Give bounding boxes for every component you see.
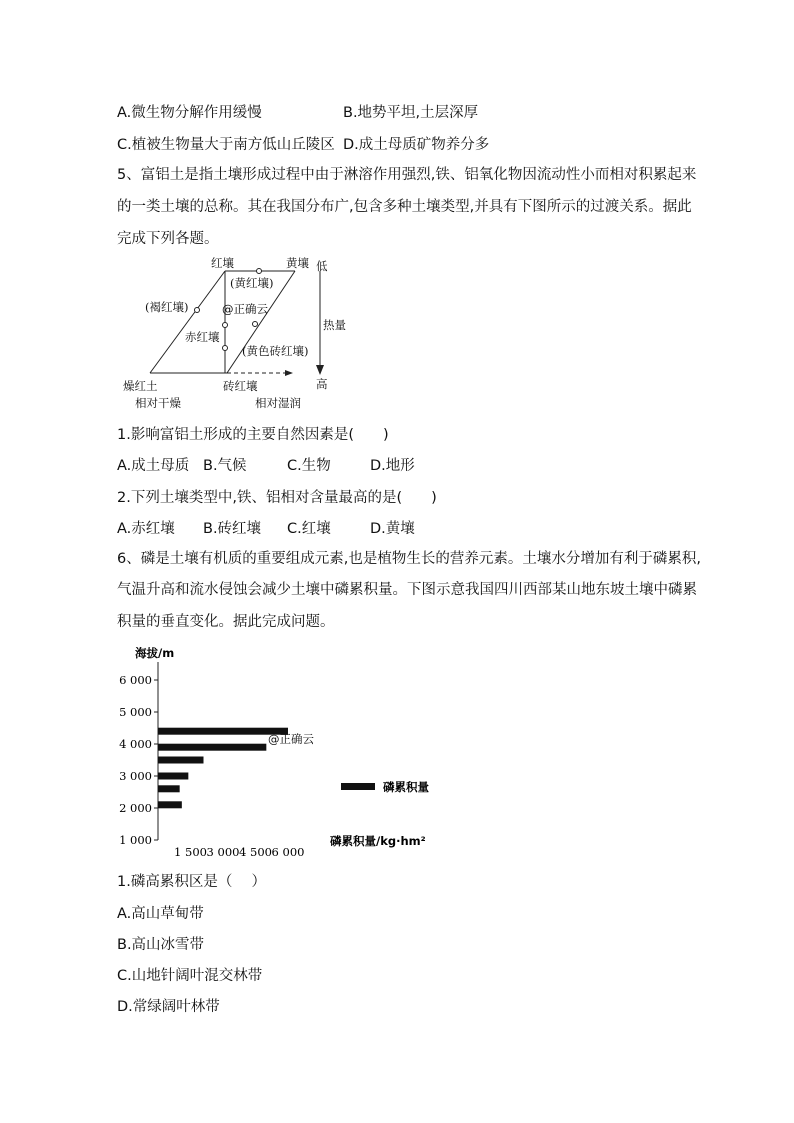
q6-sub1-option-c: C.山地针阔叶混交林带 (117, 968, 263, 984)
label-yellow-red-soil: (黄红壤) (230, 276, 274, 290)
phosphorus-bar (158, 801, 182, 808)
label-yellow-soil: 黄壤 (286, 256, 309, 270)
y-axis-label: 海拔/m (135, 646, 175, 660)
phosphorus-bar (158, 785, 180, 792)
q5-sub2-option-d: D.黄壤 (370, 521, 415, 537)
label-relatively-humid: 相对湿润 (255, 396, 301, 410)
y-tick-label: 6 000 (119, 673, 152, 687)
q5-sub1-option-b: B.气候 (203, 458, 247, 474)
label-red-soil: 红壤 (211, 256, 234, 270)
x-axis-label: 磷累积量/kg·hm² (330, 834, 426, 848)
q6-stem-line-1: 6、磷是土壤有机质的重要组成元素,也是植物生长的营养元素。土壤水分增加有利于磷累积, (117, 551, 701, 567)
q5-sub1-option-a: A.成土母质 (117, 458, 190, 474)
legend-swatch (341, 783, 375, 790)
q6-sub1-option-b: B.高山冰雪带 (117, 937, 205, 953)
q5-sub2-option-a: A.赤红壤 (117, 521, 175, 537)
q4-option-b: B.地势平坦,土层深厚 (343, 105, 479, 121)
q6-sub1: 1.磷高累积区是（ ） (117, 874, 266, 890)
phosphorus-bar (158, 757, 204, 764)
q5-stem-line-3: 完成下列各题。 (117, 231, 219, 247)
phosphorus-bar (158, 773, 188, 780)
x-tick-label: 4 500 (239, 845, 272, 859)
x-tick-label: 6 000 (271, 845, 305, 859)
label-yellow-brick-red-soil: (黄色砖红壤) (242, 344, 309, 358)
q4-option-d: D.成土母质矿物养分多 (343, 137, 490, 153)
phosphorus-bar (158, 744, 266, 751)
legend-label: 磷累积量 (383, 780, 429, 794)
q5-sub1-option-c: C.生物 (287, 458, 331, 474)
label-heat-high: 高 (316, 377, 328, 391)
q4-option-a: A.微生物分解作用缓慢 (117, 105, 262, 121)
q5-stem-line-2: 的一类土壤的总称。其在我国分布广,包含多种土壤类型,并具有下图所示的过渡关系。据此 (117, 199, 692, 215)
q4-option-c: C.植被生物量大于南方低山丘陵区 (117, 137, 335, 153)
label-heat: 热量 (323, 318, 346, 332)
label-dry-red-soil: 燥红土 (123, 379, 158, 393)
label-chi-red-soil: 赤红壤 (185, 330, 220, 344)
y-tick-label: 3 000 (119, 769, 152, 783)
q5-sub1: 1.影响富铝土形成的主要自然因素是( ) (117, 427, 389, 443)
chart-watermark: @正确云 (268, 732, 314, 746)
q6-sub1-option-a: A.高山草甸带 (117, 906, 204, 922)
y-tick-label: 1 000 (119, 833, 152, 847)
label-brick-red-soil: 砖红壤 (223, 379, 258, 393)
x-tick-label: 1 500 (174, 845, 207, 859)
q6-stem-line-2: 气温升高和流水侵蚀会减少土壤中磷累积量。下图示意我国四川西部某山地东坡土壤中磷累 (117, 582, 697, 598)
label-brown-red-soil: (褐红壤) (145, 300, 189, 314)
q6-stem-line-3: 积量的垂直变化。据此完成问题。 (117, 614, 335, 630)
y-tick-label: 4 000 (119, 737, 152, 751)
soil-transition-diagram (115, 253, 365, 413)
label-heat-low: 低 (316, 259, 328, 273)
label-relatively-dry: 相对干燥 (135, 396, 181, 410)
y-tick-label: 2 000 (119, 801, 152, 815)
diagram-watermark: @正确云 (222, 302, 268, 316)
q5-sub2: 2.下列土壤类型中,铁、铝相对含量最高的是( ) (117, 490, 437, 506)
q5-sub2-option-c: C.红壤 (287, 521, 331, 537)
x-tick-label: 3 000 (206, 845, 240, 859)
q6-sub1-option-d: D.常绿阔叶林带 (117, 999, 220, 1015)
q5-sub1-option-d: D.地形 (370, 458, 415, 474)
q5-sub2-option-b: B.砖红壤 (203, 521, 262, 537)
q5-stem-line-1: 5、富铝土是指土壤形成过程中由于淋溶作用强烈,铁、铝氧化物因流动性小而相对积累起来 (117, 167, 697, 183)
phosphorus-accumulation-chart (115, 640, 455, 862)
y-tick-label: 5 000 (119, 705, 152, 719)
